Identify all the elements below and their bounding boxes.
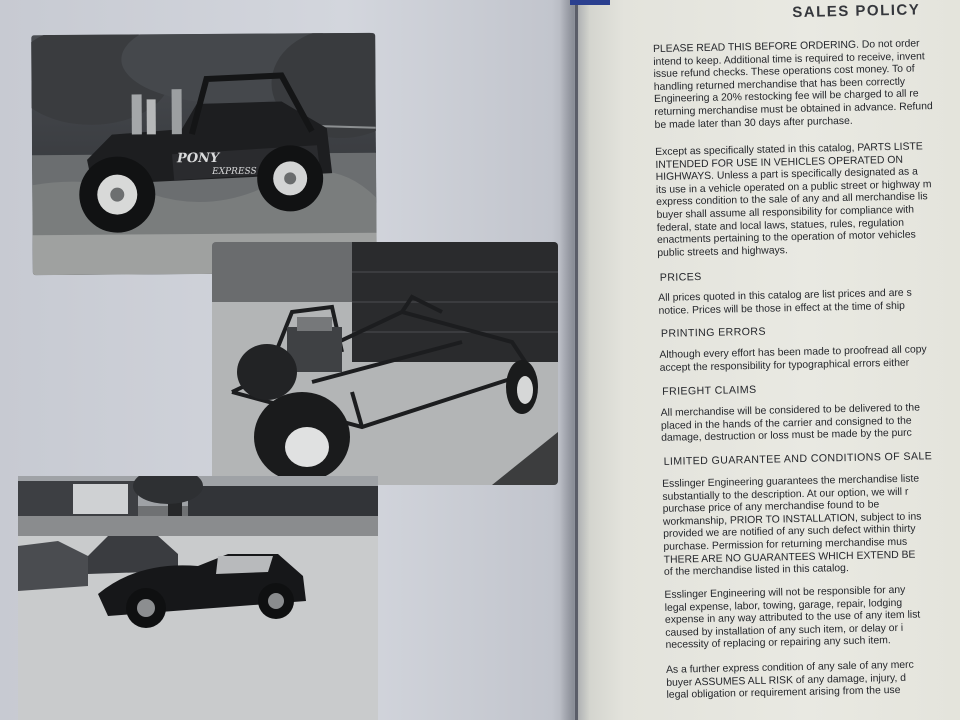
roadster-photo xyxy=(18,476,378,720)
text-line: notice. Prices will be those in effect at the time of ship xyxy=(658,300,906,317)
text-line: handling returned merchandise that has been correctly xyxy=(653,76,906,93)
text-line: As a further express condition of any sale of any merc xyxy=(665,659,914,676)
highway-use-paragraph xyxy=(655,141,933,260)
text-line: legal obligation or requirement arising from the use xyxy=(666,685,901,702)
freight-claims-paragraph xyxy=(661,402,921,445)
guarantee-paragraph xyxy=(662,473,923,579)
text-line: All prices quoted in this catalog are list prices and are s xyxy=(658,287,912,304)
order-policy-paragraph xyxy=(653,38,933,132)
text-line: placed in the hands of the carrier and consigned to the xyxy=(660,415,912,432)
text-line: accept the responsibility for typographical errors either xyxy=(659,357,910,374)
text-line: returning merchandise must be obtained in advance. Refund xyxy=(654,101,933,118)
background-strip xyxy=(570,0,610,5)
dune-jeep-photo xyxy=(31,33,377,275)
text-line: intend to keep. Additional time is required to receive, invent xyxy=(653,50,925,68)
page-title: SALES POLICY xyxy=(792,1,921,22)
text-line: buyer shall assume all responsibility for compliance with xyxy=(656,204,915,221)
text-line: federal, state and local laws, statues, rules, regulation xyxy=(656,217,905,234)
section-heading-printing-errors: PRINTING ERRORS xyxy=(660,325,766,340)
text-line: Esslinger Engineering guarantees the merchandise liste xyxy=(662,473,920,490)
text-line: purchase. Permission for returning merchandise mus xyxy=(663,536,908,553)
text-line: issue refund checks. These operations cost money. To of xyxy=(653,63,915,81)
text-line: caused by installation of any such item, or delay or i xyxy=(665,622,904,639)
text-line: legal expense, labor, towing, garage, repair, lodging xyxy=(664,597,903,614)
prices-paragraph xyxy=(658,288,912,318)
book-gutter xyxy=(560,0,590,720)
text-line: its use in a vehicle operated on a public street or highway m xyxy=(655,178,932,196)
text-line: PLEASE READ THIS BEFORE ORDERING. Do not order xyxy=(652,38,920,55)
section-heading-freight-claims: FRIEGHT CLAIMS xyxy=(662,383,757,398)
vehicle-decal-text: PONY xyxy=(176,150,220,167)
printing-errors-paragraph xyxy=(659,344,927,375)
liability-paragraph xyxy=(664,585,921,653)
buggy-frame-photo xyxy=(212,242,558,485)
text-line: public streets and highways. xyxy=(657,244,788,259)
text-line: be made later than 30 days after purchase. xyxy=(654,115,853,131)
text-line: workmanship, PRIOR TO INSTALLATION, subject to ins xyxy=(662,511,922,528)
text-line: expense in any way attributed to the use of any item list xyxy=(664,609,921,627)
text-line: Engineering a 20% restocking fee will be charged to all re xyxy=(653,88,919,106)
text-line: INTENDED FOR USE IN VEHICLES OPERATED ON xyxy=(655,154,904,171)
section-heading-prices: PRICES xyxy=(659,271,702,284)
text-line: THERE ARE NO GUARANTEES WHICH EXTEND BE xyxy=(663,549,916,566)
text-line: provided we are notified of any such defect within thirty xyxy=(663,523,916,541)
text-line: Although every effort has been made to proofread all copy xyxy=(659,344,927,361)
text-line: substantially to the description. At our option, we will r xyxy=(662,486,909,503)
text-line: express condition to the sale of any and all merchandise lis xyxy=(656,191,928,209)
text-line: purchase price of any merchandise found to be xyxy=(662,499,880,516)
sales-policy-text xyxy=(652,0,960,720)
text-line: buyer ASSUMES ALL RISK of any damage, injury, d xyxy=(666,672,907,689)
risk-paragraph xyxy=(666,660,915,703)
text-line: Esslinger Engineering will not be responsible for any xyxy=(664,584,906,601)
text-line: HIGHWAYS. Unless a part is specifically designated as a xyxy=(655,166,918,184)
section-heading-guarantee: LIMITED GUARANTEE AND CONDITIONS OF SALE xyxy=(663,450,933,468)
text-line: of the merchandise listed in this catalog. xyxy=(663,563,849,579)
text-line: Except as specifically stated in this catalog, PARTS LISTE xyxy=(655,141,923,158)
text-line: necessity of replacing or repairing any such item. xyxy=(665,635,891,652)
text-line: damage, destruction or loss must be made by the purc xyxy=(661,427,912,445)
text-line: enactments pertaining to the operation of motor vehicles xyxy=(656,229,916,247)
vehicle-decal-text: EXPRESS xyxy=(212,166,257,177)
text-line: All merchandise will be considered to be delivered to the xyxy=(660,402,921,419)
